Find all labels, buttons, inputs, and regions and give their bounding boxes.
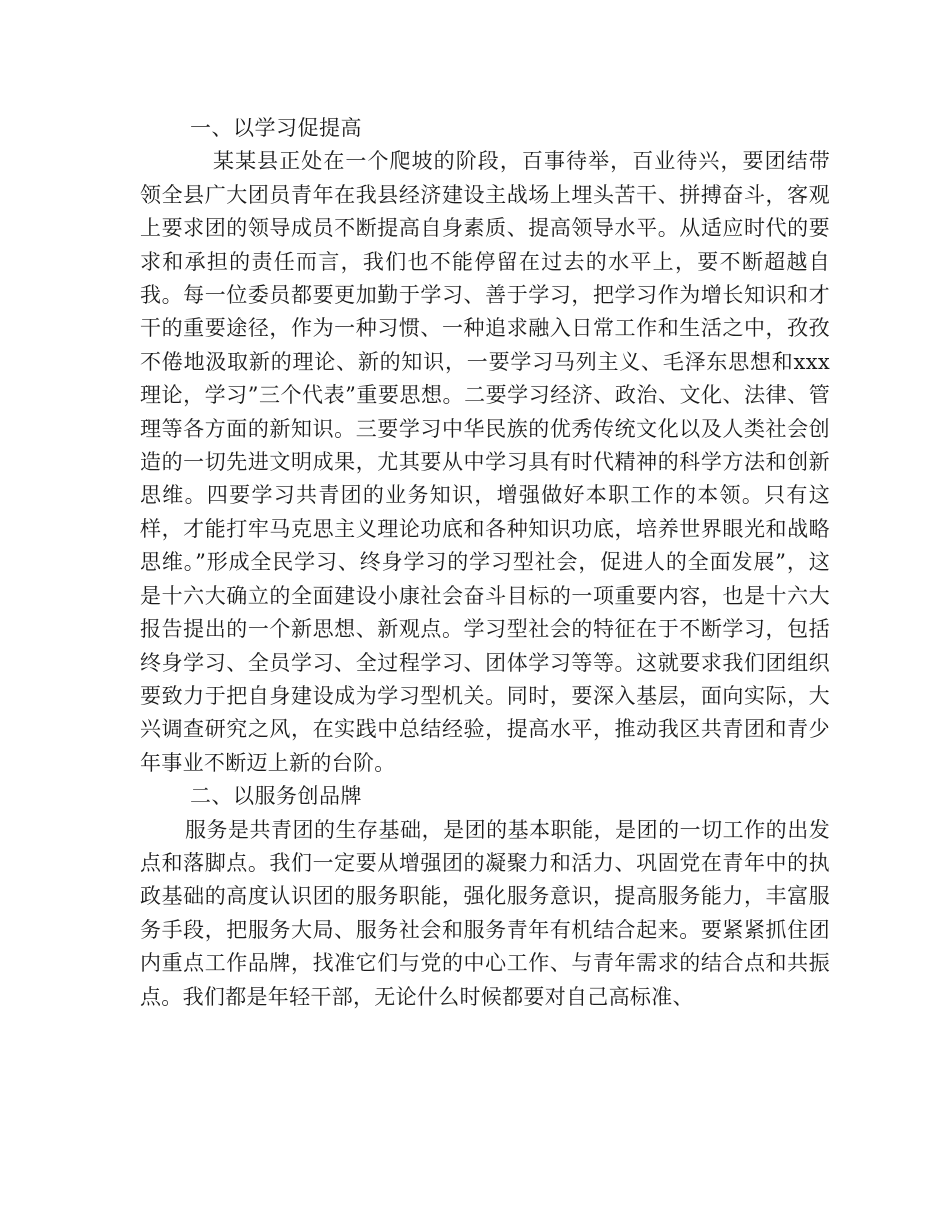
section-paragraph-service: 服务是共青团的生存基础，是团的基本职能，是团的一切工作的出发点和落脚点。我们一定要从增强团的凝聚力和活力、巩固党在青年中的执政基础的高度认识团的服务职能，强化服务意识，提高服务能力，丰富服务手段，把服务大局、服务社会和服务青年有机结合起来。要紧紧抓住团内重点工作品牌，找准它们与党的中心工作、与青年需求的结合点和共振点。我们都是年轻干部，无论什么时候都要对自己高标准、 [140,817,830,1009]
section-heading-learning: 一、以学习促提高 [190,116,362,140]
section-paragraph-learning: 某某县正处在一个爬坡的阶段，百事待举，百业待兴，要团结带领全县广大团员青年在我县经济建设主战场上埋头苦干、拼搏奋斗，客观上要求团的领导成员不断提高自身素质、提高领导水平。从适应时代的要求和承担的责任而言，我们也不能停留在过去的水平上，要不断超越自我。每一位委员都要更加勤于学习、善于学习，把学习作为增长知识和才干的重要途径，作为一种习惯、一种追求融入日常工作和生活之中，孜孜不倦地汲取新的理论、新的知识，一要学习马列主义、毛泽东思想和xxx理论，学习”三个代表”重要思想。二要学习经济、政治、文化、法律、管理等各方面的新知识。三要学习中华民族的优秀传统文化以及人类社会创造的一切先进文明成果，尤其要从中学习具有时代精神的科学方法和创新思维。四要学习共青团的业务知识，增强做好本职工作的本领。只有这样，才能打牢马克思主义理论功底和各种知识功底，培养世界眼光和战略思维。”形成全民学习、终身学习的学习型社会，促进人的全面发展”，这是十六大确立的全面建设小康社会奋斗目标的一项重要内容，也是十六大报告提出的一个新思想、新观点。学习型社会的特征在于不断学习，包括终身学习、全员学习、全过程学习、团体学习等等。这就要求我们团组织要致力于把自身建设成为学习型机关。同时，要深入基层，面向实际，大兴调查研究之风，在实践中总结经验，提高水平，推动我区共青团和青少年事业不断迈上新的台阶。 [140,149,830,775]
section-heading-service: 二、以服务创品牌 [190,784,362,809]
document-body [140,112,830,1014]
